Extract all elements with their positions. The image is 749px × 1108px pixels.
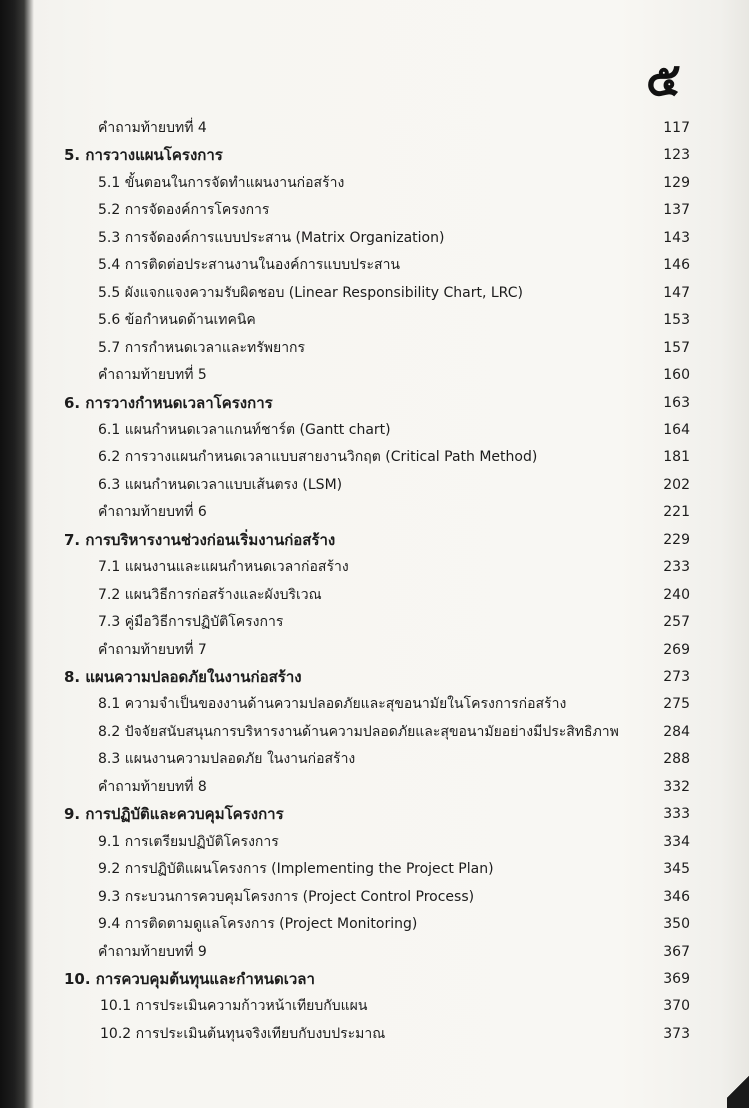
toc-section-title: 5.1 ขั้นตอนในการจัดทำแผนงานก่อสร้าง [98,175,345,191]
toc-section-title: 7.1 แผนงานและแผนกำหนดเวลาก่อสร้าง [98,559,349,575]
toc-section-title: คำถามท้ายบทที่ 7 [98,642,207,658]
toc-section-row [0,308,749,332]
toc-section-title: 6.1 แผนกำหนดเวลาแกนท์ชาร์ต (Gantt chart) [98,422,391,438]
toc-page-number: 163 [663,395,690,411]
toc-chapter-title: 7. การบริหารงานช่วงก่อนเริ่มงานก่อสร้าง [64,531,336,549]
toc-page-number: 284 [663,724,690,740]
page-number: ๕ [646,52,681,106]
toc-chapter-title: 5. การวางแผนโครงการ [64,146,223,164]
toc-page-number: 153 [663,312,690,328]
toc-section-row [0,857,749,881]
toc-page-number: 346 [663,889,690,905]
toc-page-number: 370 [663,998,690,1014]
toc-section-title: 7.2 แผนวิธีการก่อสร้างและผังบริเวณ [98,587,322,603]
toc-section-row [0,747,749,771]
toc-section-title: 9.2 การปฏิบัติแผนโครงการ (Implementing the Project Plan) [98,861,494,877]
toc-section-title: คำถามท้ายบทที่ 9 [98,944,207,960]
toc-page-number: 229 [663,532,690,548]
toc-section-title: 6.2 การวางแผนกำหนดเวลาแบบสายงานวิกฤต (Critical Path Method) [98,449,538,465]
toc-section-row [0,555,749,579]
toc-section-row [0,583,749,607]
toc-page-number: 373 [663,1026,690,1042]
toc-section-title: 5.4 การติดต่อประสานงานในองค์การแบบประสาน [98,257,400,273]
toc-section-row [0,912,749,936]
toc-section-row [0,720,749,744]
toc-section-row [0,610,749,634]
toc-section-title: 8.2 ปัจจัยสนับสนุนการบริหารงานด้านความปลอดภัยและสุขอนามัยอย่างมีประสิทธิภาพ [98,724,619,740]
toc-page-number: 332 [663,779,690,795]
toc-section-title: 5.2 การจัดองค์การโครงการ [98,202,270,218]
toc-chapter-title: 10. การควบคุมต้นทุนและกำหนดเวลา [64,970,315,988]
toc-page-number: 333 [663,806,690,822]
toc-page-number: 269 [663,642,690,658]
toc-section-row [0,281,749,305]
toc-section-row [0,198,749,222]
toc-page-number: 345 [663,861,690,877]
toc-page-number: 146 [663,257,690,273]
toc-page-number: 273 [663,669,690,685]
toc-page-number: 129 [663,175,690,191]
toc-page-number: 160 [663,367,690,383]
toc-section-title: 5.3 การจัดองค์การแบบประสาน (Matrix Organization) [98,230,445,246]
toc-chapter-title: 9. การปฏิบัติและควบคุมโครงการ [64,805,284,823]
toc-section-row [0,692,749,716]
toc-section-title: คำถามท้ายบทที่ 5 [98,367,207,383]
toc-chapter-title: 8. แผนความปลอดภัยในงานก่อสร้าง [64,668,302,686]
toc-page-number: 147 [663,285,690,301]
toc-page-number: 334 [663,834,690,850]
toc-page-number: 221 [663,504,690,520]
toc-section-row [0,253,749,277]
toc-section-title: 5.5 ผังแจกแจงความรับผิดชอบ (Linear Responsibility Chart, LRC) [98,285,523,301]
toc-section-row [0,885,749,909]
toc-section-row [0,171,749,195]
toc-section-row [0,473,749,497]
toc-chapter-row [0,665,749,689]
toc-chapter-title: 6. การวางกำหนดเวลาโครงการ [64,394,273,412]
toc-page-number: 117 [663,120,690,136]
toc-section-row [0,445,749,469]
toc-section-row [0,500,749,524]
toc-page-number: 164 [663,422,690,438]
toc-chapter-row [0,391,749,415]
toc-section-title: 10.2 การประเมินต้นทุนจริงเทียบกับงบประมาณ [100,1026,386,1042]
toc-section-title: 5.6 ข้อกำหนดด้านเทคนิค [98,312,256,328]
toc-chapter-row [0,528,749,552]
toc-section-title: 7.3 คู่มือวิธีการปฏิบัติโครงการ [98,614,284,630]
toc-section-title: 6.3 แผนกำหนดเวลาแบบเส้นตรง (LSM) [98,477,343,493]
toc-section-title: 8.3 แผนงานความปลอดภัย ในงานก่อสร้าง [98,751,356,767]
toc-section-row [0,940,749,964]
toc-chapter-row [0,143,749,167]
toc-section-row [0,226,749,250]
toc-section-title: คำถามท้ายบทที่ 8 [98,779,207,795]
toc-section-title: 9.1 การเตรียมปฏิบัติโครงการ [98,834,279,850]
toc-section-row [0,638,749,662]
toc-page-number: 181 [663,449,690,465]
toc-section-title: คำถามท้ายบทที่ 4 [98,120,207,136]
toc-page-number: 143 [663,230,690,246]
toc-section-title: 9.4 การติดตามดูแลโครงการ (Project Monitoring) [98,916,418,932]
toc-section-row [0,1022,749,1046]
page-corner [727,1066,749,1108]
toc-section-row [0,363,749,387]
toc-page-number: 257 [663,614,690,630]
toc-page-number: 202 [663,477,690,493]
toc-page-number: 350 [663,916,690,932]
toc-section-row [0,994,749,1018]
toc-page-number: 137 [663,202,690,218]
toc-page-number: 233 [663,559,690,575]
toc-section-row [0,336,749,360]
toc-section-title: 8.1 ความจำเป็นของงานด้านความปลอดภัยและสุขอนามัยในโครงการก่อสร้าง [98,696,567,712]
toc-section-row [0,418,749,442]
toc-section-title: 5.7 การกำหนดเวลาและทรัพยากร [98,340,306,356]
toc-page-number: 369 [663,971,690,987]
toc-page-number: 367 [663,944,690,960]
toc-section-row [0,830,749,854]
toc-page-number: 275 [663,696,690,712]
toc-chapter-row [0,802,749,826]
toc-page-number: 288 [663,751,690,767]
toc-section-row [0,116,749,140]
toc-page-number: 157 [663,340,690,356]
toc-section-title: 10.1 การประเมินความก้าวหน้าเทียบกับแผน [100,998,368,1014]
toc-page-number: 240 [663,587,690,603]
toc-section-row [0,775,749,799]
toc-section-title: คำถามท้ายบทที่ 6 [98,504,207,520]
toc-section-title: 9.3 กระบวนการควบคุมโครงการ (Project Control Process) [98,889,475,905]
toc-page-number: 123 [663,147,690,163]
toc-chapter-row [0,967,749,991]
